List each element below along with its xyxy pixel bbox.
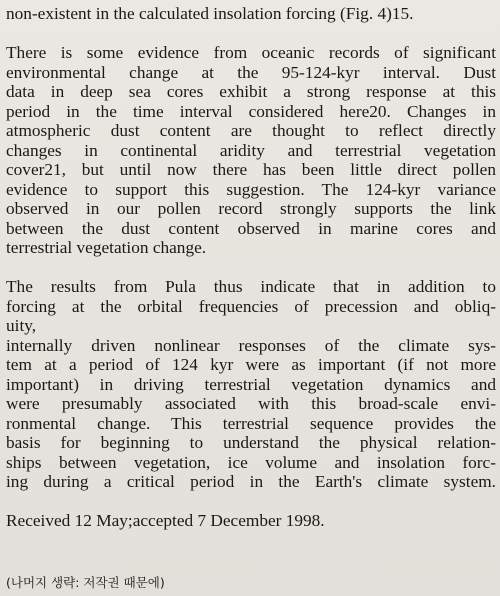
- text-line: The results from Pula thus indicate that in addition to: [6, 277, 496, 296]
- text-line: important) in driving terrestrial vegetation dynamics and: [6, 374, 496, 394]
- text-line: cover21, but until now there has been little direct pollen: [6, 160, 496, 179]
- text-line: environmental change at the 95-124-kyr interval. Dust: [6, 62, 496, 82]
- text-line: ships between vegetation, ice volume and insolation forc-: [6, 452, 496, 472]
- article-text: [6, 4, 496, 531]
- text-line: evidence to support this suggestion. The 124-kyr variance: [6, 179, 496, 199]
- text-line: atmospheric dust content are thought to reflect directly: [6, 121, 496, 140]
- blank-line: [6, 24, 496, 44]
- footnote: (나머지 생략: 저작권 때문에): [6, 575, 165, 590]
- text-line: ing during a critical period in the Earth's climate system.: [6, 472, 496, 491]
- received-line: Received 12 May;accepted 7 December 1998.: [6, 511, 325, 530]
- text-line: internally driven nonlinear responses of the climate sys-: [6, 335, 496, 355]
- text-line: were presumably associated with this broad-scale envi-: [6, 394, 496, 413]
- text-line: ronmental change. This terrestrial sequence provides the: [6, 413, 496, 433]
- text-line: observed in our pollen record strongly supports the link: [6, 199, 496, 218]
- text-line: tem at a period of 124 kyr were as important (if not more: [6, 355, 496, 374]
- blank-line: [6, 492, 496, 512]
- text-line: between the dust content observed in marine cores and: [6, 218, 496, 238]
- text-line: There is some evidence from oceanic records of significant: [6, 43, 496, 62]
- text-line: data in deep sea cores exhibit a strong response at this: [6, 82, 496, 101]
- text-line: uity,: [6, 316, 37, 335]
- text-line: non-existent in the calculated insolation forcing (Fig. 4)15.: [6, 4, 414, 23]
- text-line: forcing at the orbital frequencies of precession and obliq-: [6, 296, 496, 316]
- text-line: changes in continental aridity and terrestrial vegetation: [6, 140, 496, 160]
- text-line: basis for beginning to understand the physical relation-: [6, 433, 496, 452]
- blank-line: [6, 258, 496, 278]
- text-line: period in the time interval considered here20. Changes in: [6, 101, 496, 121]
- text-line: terrestrial vegetation change.: [6, 238, 207, 257]
